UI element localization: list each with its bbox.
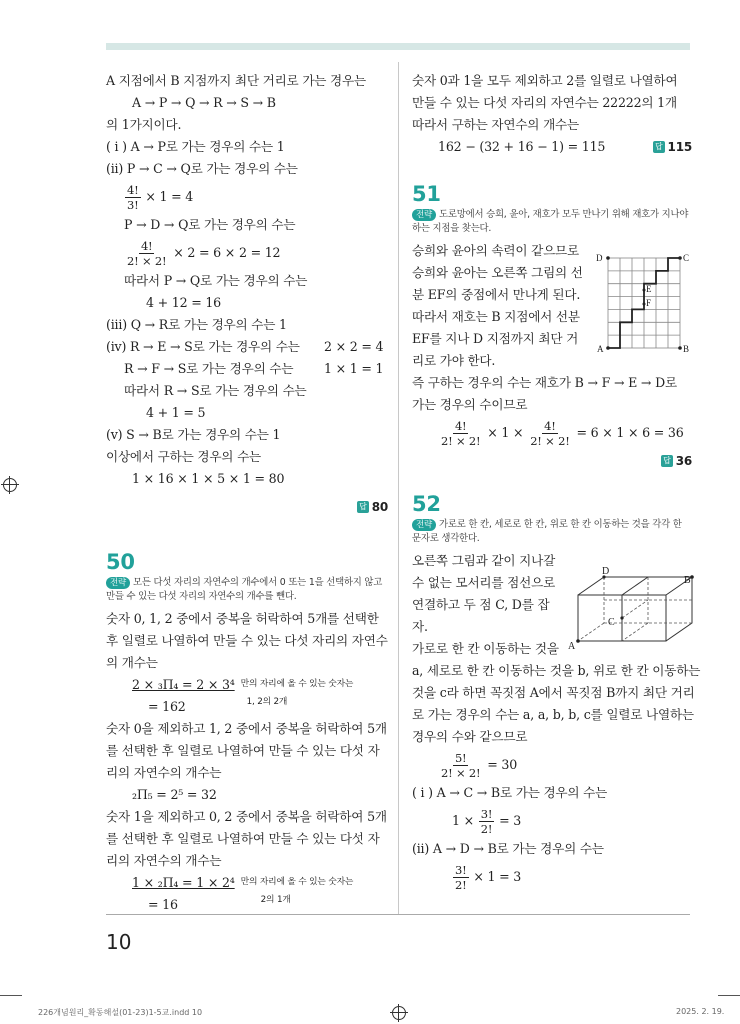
case-i: ( i ) A → P로 가는 경우의 수는 1 (106, 139, 285, 154)
fraction: $\frac{5!}{2! \times 2!}$ (441, 751, 481, 780)
crop-mark (0, 995, 22, 996)
text-line: 따라서 구하는 자연수의 개수는 (412, 117, 579, 132)
formula-line: 162 − (32 + 16 − 1) = 115 (438, 139, 606, 154)
label-F: F (646, 298, 652, 308)
text-line: 로 가는 경우의 수는 a, a, b, b, c를 일렬로 나열하는 (412, 707, 694, 722)
text-line: 자. (412, 619, 428, 634)
formula-line: 2 × ₃Π₄ = 2 × 3⁴ (132, 677, 235, 692)
problem-number-50: 50 (106, 550, 135, 574)
label-B: B (684, 575, 691, 586)
road-grid-figure (596, 248, 692, 352)
formula-line: 4 + 12 = 16 (146, 295, 221, 310)
fraction: $\frac{3!}{2!}$ (480, 807, 493, 836)
label-D: D (596, 253, 603, 263)
text-line: A 지점에서 B 지점까지 최단 거리로 가는 경우는 (106, 73, 366, 88)
label-A: A (597, 344, 604, 352)
text-line: 가로로 한 칸 이동하는 것을 (412, 641, 559, 656)
text-paragraph: 숫자 0을 제외하고 1, 2 중에서 중복을 허락하여 5개를 선택한 후 일렬로 나열하여 만들 수 있는 다섯 자리의 자연수의 개수는 (106, 721, 387, 780)
fraction: $\frac{4!}{2! \times 2!}$ (127, 239, 167, 268)
note: 1, 2의 2개 (246, 697, 288, 707)
left-column (106, 70, 388, 916)
formula-52b: 1 × $\frac{3!}{2!}$ = 3 (452, 807, 522, 836)
text-paragraph: 숫자 0과 1을 모두 제외하고 2를 일렬로 나열하여 만들 수 있는 다섯 자리의 자연수는 22222의 1개 (412, 73, 678, 110)
text-line: 것을 c라 하면 꼭짓점 A에서 꼭짓점 B까지 최단 거리 (412, 685, 695, 700)
formula-51: $\frac{4!}{2! \times 2!}$ × 1 × $\frac{4!}{2! \times 2!}$ = 6 × 1 × 6 = 36 (441, 419, 684, 448)
formula-line: 1 × ₂Π₄ = 1 × 2⁴ (132, 875, 235, 890)
formula-line: = 162 (148, 699, 186, 714)
text-line: P → D → Q로 가는 경우의 수는 (124, 217, 296, 232)
label-C: C (608, 617, 615, 628)
strategy-51: 전략 도로망에서 승희, 윤아, 재호가 모두 만나기 위해 재호가 지나야 하는 지점을 찾는다. (412, 209, 689, 234)
text-line: 수 없는 모서리를 점선으로 (412, 575, 556, 590)
text-line: 이상에서 구하는 경우의 수는 (106, 449, 261, 464)
text-line: 가는 경우의 수이므로 (412, 397, 528, 412)
case-ii: (ii) P → C → Q로 가는 경우의 수는 (106, 161, 298, 176)
note: 2의 1개 (260, 895, 291, 905)
text-line: 의 1가지이다. (106, 117, 182, 132)
text-line: 리로 가야 한다. (412, 353, 496, 368)
formula-result: × 2 = 6 × 2 = 12 (173, 245, 281, 260)
formula-pdq (106, 236, 388, 270)
text-line: 즉 구하는 경우의 수는 재호가 B → F → E → D로 (412, 375, 677, 390)
text-line: EF를 지나 D 지점까지 최단 거 (412, 331, 579, 346)
formula-line: 1 × 16 × 1 × 5 × 1 = 80 (132, 471, 285, 486)
column-divider (398, 62, 399, 915)
strategy-52: 전략 가로로 한 칸, 세로로 한 칸, 위로 한 칸 이동하는 것을 각각 한 문자로 생각한다. (412, 519, 682, 544)
formula-result: × 1 = 4 (145, 189, 194, 204)
formula-line: 4 + 1 = 5 (146, 405, 206, 420)
text-line: 오른쪽 그림과 같이 지나갈 (412, 553, 556, 568)
registration-mark-icon (392, 1006, 406, 1020)
footer-filename: 226개념원리_확동해설(01-23)1-5교.indd 10 (38, 1008, 203, 1017)
note: 만의 자리에 올 수 있는 숫자는 (240, 679, 354, 689)
formula-block-3 (106, 872, 388, 916)
case-iii: (iii) Q → R로 가는 경우의 수는 1 (106, 317, 287, 332)
fraction: $\frac{3!}{2!}$ (455, 863, 467, 892)
footer-date: 2025. 2. 19. (676, 1007, 725, 1016)
case-i: ( i ) A → C → B로 가는 경우의 수는 (412, 785, 608, 800)
right-column (412, 70, 701, 894)
formula-pcq (106, 180, 388, 214)
text-line: R → F → S로 가는 경우의 수는 1 × 1 = 1 (124, 361, 384, 376)
answer-80: 답 80 (359, 500, 388, 514)
text-line: 따라서 재호는 B 지점에서 선분 (412, 309, 580, 324)
label-E: E (646, 284, 652, 294)
case-v: (v) S → B로 가는 경우의 수는 1 (106, 427, 281, 442)
page-number: 10 (106, 930, 132, 954)
crop-mark (718, 995, 740, 996)
problem-number-52: 52 (412, 492, 441, 516)
strategy-50: 전략 모든 다섯 자리의 자연수의 개수에서 0 또는 1을 선택하지 않고 만들 수 있는 다섯 자리의 자연수의 개수를 뺀다. (106, 577, 383, 602)
note: 만의 자리에 올 수 있는 숫자는 (240, 877, 354, 887)
formula-52c: $\frac{3!}{2!}$ × 1 = 3 (455, 863, 522, 892)
box-path-figure (566, 565, 696, 650)
text-line: a, 세로로 한 칸 이동하는 것을 b, 위로 한 칸 이동하는 (412, 663, 701, 678)
fraction: $\frac{4!}{3!}$ (127, 183, 139, 212)
registration-mark-icon (3, 478, 17, 492)
answer-36: 답 36 (663, 454, 692, 468)
top-decor-bar (106, 43, 690, 50)
formula-line: ₂Π₅ = 2⁵ = 32 (132, 787, 217, 802)
text-line: 따라서 P → Q로 가는 경우의 수는 (124, 273, 308, 288)
fraction: $\frac{4!}{2! \times 2!}$ (530, 419, 570, 448)
answer-115: 답 115 (655, 140, 692, 154)
path-line: A → P → Q → R → S → B (132, 95, 276, 110)
label-B: B (683, 344, 690, 352)
label-A: A (568, 641, 576, 650)
label-D: D (602, 566, 610, 577)
formula-block-1 (106, 674, 388, 718)
text-paragraph: 숫자 1을 제외하고 0, 2 중에서 중복을 허락하여 5개를 선택한 후 일렬로 나열하여 만들 수 있는 다섯 자리의 자연수의 개수는 (106, 809, 387, 868)
text-line: 승희와 윤아는 오른쪽 그림의 선 (412, 265, 583, 280)
case-ii: (ii) A → D → B로 가는 경우의 수는 (412, 841, 604, 856)
text-paragraph: 숫자 0, 1, 2 중에서 중복을 허락하여 5개를 선택한 후 일렬로 나열하여 만들 수 있는 다섯 자리의 자연수의 개수는 (106, 611, 388, 670)
fraction: $\frac{4!}{2! \times 2!}$ (441, 419, 481, 448)
formula-52a: $\frac{5!}{2! \times 2!}$ = 30 (441, 751, 518, 780)
text-line: 경우의 수와 같으므로 (412, 729, 528, 744)
problem-number-51: 51 (412, 182, 441, 206)
label-C: C (683, 253, 690, 263)
formula-line: = 16 (148, 897, 178, 912)
text-line: 따라서 R → S로 가는 경우의 수는 (124, 383, 307, 398)
case-iv: (iv) R → E → S로 가는 경우의 수는 2 × 2 = 4 (106, 339, 384, 354)
text-line: 분 EF의 중점에서 만나게 된다. (412, 287, 581, 302)
bottom-rule (106, 914, 690, 915)
text-line: 승희와 윤아의 속력이 같으므로 (412, 243, 579, 258)
text-line: 연결하고 두 점 C, D를 잡 (412, 597, 550, 612)
